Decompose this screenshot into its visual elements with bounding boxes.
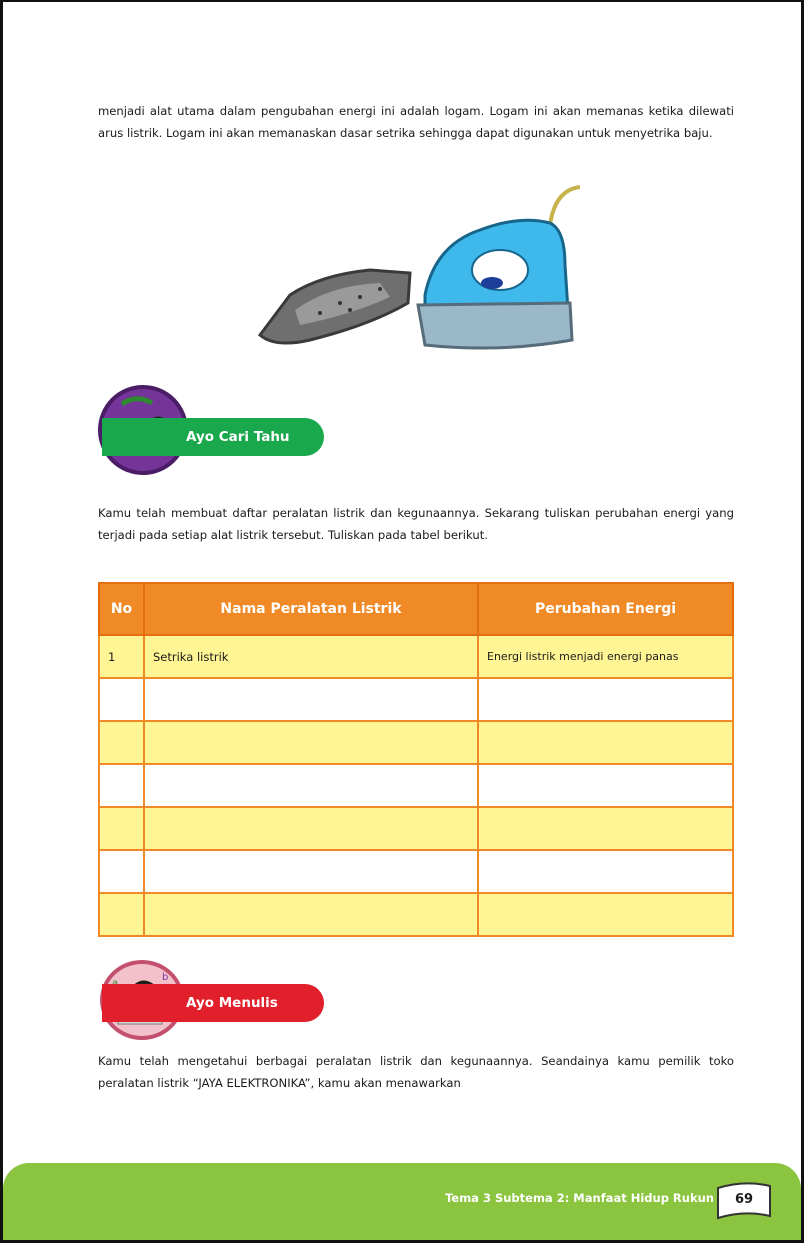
cell-nama [144, 850, 478, 893]
ayo-cari-tahu-banner: Ayo Cari Tahu [102, 418, 324, 456]
footer-subtitle: Tema 3 Subtema 2: Manfaat Hidup Rukun [445, 1191, 714, 1205]
page-number: 69 [734, 1192, 754, 1207]
menulis-paragraph: Kamu telah mengetahui berbagai peralatan listrik dan kegunaannya. Seandainya kamu pemilik toko peralatan listrik “JAYA ELEKTRONIKA”, kamu akan menawarkan [98, 1054, 734, 1090]
cell-nama [144, 807, 478, 850]
cell-no [99, 678, 144, 721]
intro-paragraph: menjadi alat utama dalam pengubahan energi ini adalah logam. Logam ini akan memanas ketika dilewati arus listrik. Logam ini akan memanaskan dasar setrika sehingga dapat digunakan untuk menyetrika baju. [98, 104, 734, 140]
iron-base [418, 303, 572, 348]
cell-nama [144, 764, 478, 807]
cell-perubahan: Energi listrik menjadi energi panas [478, 635, 733, 678]
cell-no: 1 [99, 635, 144, 678]
cell-no [99, 721, 144, 764]
electric-iron-illustration [250, 185, 580, 355]
ayo-menulis-banner: Ayo Menulis [102, 984, 324, 1022]
table-row [99, 635, 733, 678]
cell-no [99, 807, 144, 850]
header-perubahan-energi: Perubahan Energi [478, 583, 733, 635]
table-row [99, 850, 733, 893]
cell-nama [144, 721, 478, 764]
cell-perubahan [478, 850, 733, 893]
cell-nama [144, 678, 478, 721]
cell-perubahan [478, 721, 733, 764]
cari-tahu-paragraph: Kamu telah membuat daftar peralatan listrik dan kegunaannya. Sekarang tuliskan perubahan energi yang terjadi pada setiap alat listrik tersebut. Tuliskan pada tabel berikut. [98, 506, 734, 542]
header-no: No [99, 583, 144, 635]
cell-nama [144, 893, 478, 936]
cell-nama: Setrika listrik [144, 635, 478, 678]
header-nama-peralatan: Nama Peralatan Listrik [144, 583, 478, 635]
cell-perubahan [478, 678, 733, 721]
cell-no [99, 893, 144, 936]
svg-text:b: b [162, 972, 169, 983]
energy-change-table [98, 582, 734, 937]
cell-no [99, 764, 144, 807]
table-header-row [99, 583, 733, 635]
table-row [99, 721, 733, 764]
table-row [99, 678, 733, 721]
cell-perubahan [478, 807, 733, 850]
table-row [99, 893, 733, 936]
cell-no [99, 850, 144, 893]
cell-perubahan [478, 764, 733, 807]
table-row [99, 807, 733, 850]
cell-perubahan [478, 893, 733, 936]
table-row [99, 764, 733, 807]
